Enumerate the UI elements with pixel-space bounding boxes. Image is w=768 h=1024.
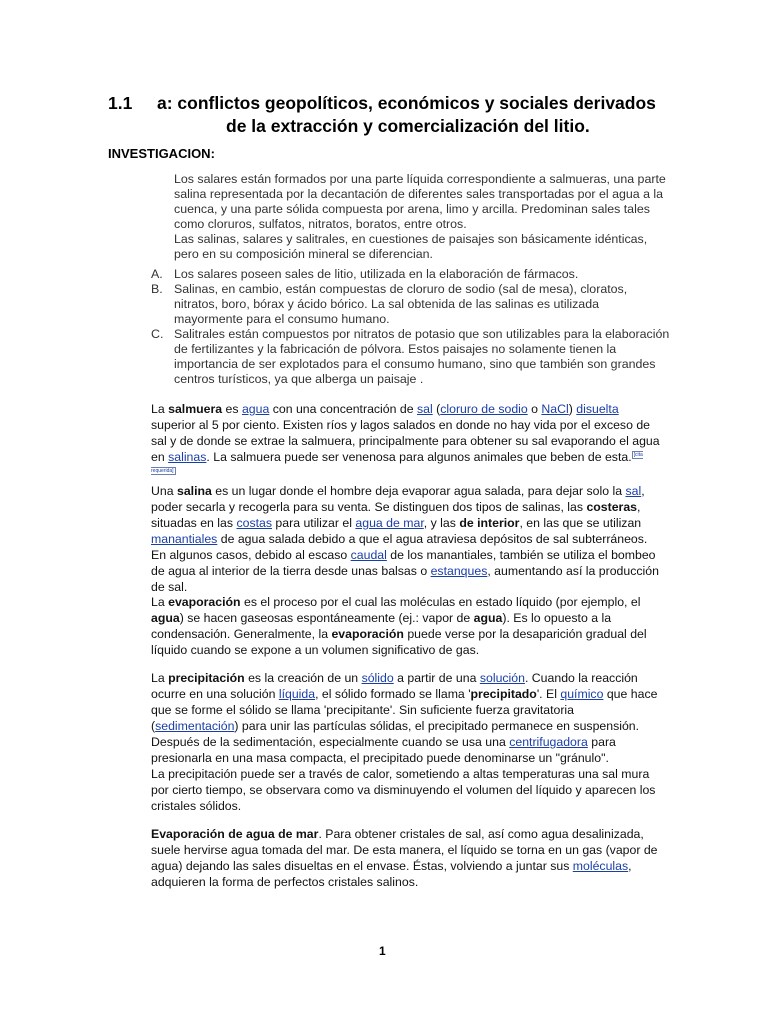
term-evaporacion: evaporación xyxy=(168,595,241,609)
investigation-subheading: INVESTIGACION: xyxy=(108,146,215,161)
link-disuelta[interactable]: disuelta xyxy=(576,402,619,416)
text-run: '. El xyxy=(536,687,561,701)
text-run: o xyxy=(527,402,542,416)
link-salinas[interactable]: salinas xyxy=(168,450,207,464)
link-quimico[interactable]: químico xyxy=(560,687,604,701)
intro-paragraph-2: Las salinas, salares y salitrales, en cuestiones de paisajes son básicamente idénticas, pero en su composición mineral se diferencian. xyxy=(174,232,648,261)
list-item-text: Los salares poseen sales de litio, utilizada en la elaboración de fármacos. xyxy=(174,267,579,281)
text-run: es la creación de un xyxy=(244,671,362,685)
text-run: ) para unir las partículas sólidas, el precipitado permanece en suspensión. Después de la sedimentación, especialmente cuando se usa una xyxy=(151,719,640,749)
link-solido[interactable]: sólido xyxy=(361,671,394,685)
text-run: , aumentando así la producción de sal. xyxy=(151,564,659,594)
list-item-text: Salinas, en cambio, están compuestas de cloruro de sodio (sal de mesa), cloratos, nitratos, boro, bórax y ácido bórico. La sal obtenida de las salinas es utilizada mayormente para el consumo humano. xyxy=(174,282,628,326)
text-run: . La salmuera puede ser venenosa para algunos animales que beben de esta. xyxy=(206,450,632,464)
text-run: , el sólido formado se llama ' xyxy=(315,687,471,701)
term-de-interior: de interior xyxy=(459,516,520,530)
list-marker: C. xyxy=(151,327,164,341)
text-run: , adquieren la forma de perfectos cristales salinos. xyxy=(151,859,632,889)
term-salmuera: salmuera xyxy=(168,402,223,416)
text-run: que hace que se forme el sólido se llama 'precipitante'. Sin suficiente fuerza gravitatoria ( xyxy=(151,687,658,733)
term-agua: agua xyxy=(473,611,503,625)
term-evaporacion-agua-mar: Evaporación de agua de mar xyxy=(151,827,319,841)
term-agua: agua xyxy=(151,611,180,625)
text-run: superior al 5 por ciento. Existen ríos y lagos salados en donde no hay vida por el exceso de sal y de donde se extrae la salmuera, principalmente para obtener su sal evaporando el agua en xyxy=(151,418,660,464)
salmuera-paragraph xyxy=(151,401,661,481)
intro-paragraph-1: Los salares están formados por una parte líquida correspondiente a salmueras, una parte salina representada por la decantación de diferentes sales transportadas por el agua a la cuenca, y una parte sólida compuesta por arena, limo y arcilla. Predominan sales tales como cloruros, sulfatos, nitratos, boratos, entre otros. xyxy=(174,172,666,231)
precipitacion-paragraph xyxy=(151,670,661,814)
text-run: ) xyxy=(568,402,577,416)
citation-needed-tag[interactable]: [cita requerida] xyxy=(151,451,643,474)
text-run: con una concentración de xyxy=(269,402,417,416)
link-liquida[interactable]: líquida xyxy=(278,687,316,701)
text-run: de agua salada debido a que el agua atraviesa depósitos de sal subterráneos. En algunos casos, debido al escaso xyxy=(151,532,648,562)
list-item xyxy=(151,267,671,282)
text-run: ) se hacen gaseosas espontáneamente (ej.: vapor de xyxy=(179,611,474,625)
term-precipitado: precipitado xyxy=(470,687,537,701)
text-run: para utilizar el xyxy=(272,516,356,530)
text-run: La xyxy=(151,671,169,685)
salina-text xyxy=(151,483,661,595)
text-run: es un lugar donde el hombre deja evaporar agua salada, para dejar solo la xyxy=(211,484,626,498)
link-costas[interactable]: costas xyxy=(236,516,272,530)
text-run: , y las xyxy=(423,516,460,530)
section-number: 1.1 xyxy=(108,93,133,113)
intro-block xyxy=(174,172,674,262)
text-run: La xyxy=(151,595,169,609)
link-cloruro-de-sodio[interactable]: cloruro de sodio xyxy=(440,402,528,416)
evaporacion-text xyxy=(151,594,661,658)
term-precipitacion: precipitación xyxy=(168,671,245,685)
salina-paragraph xyxy=(151,483,661,595)
link-nacl[interactable]: NaCl xyxy=(541,402,569,416)
link-solucion[interactable]: solución xyxy=(479,671,525,685)
term-salina: salina xyxy=(176,484,212,498)
text-run: puede verse por la desaparición gradual del líquido cuando se expone a un volumen significativo de gas. xyxy=(151,627,647,657)
text-run: , en las que se utilizan xyxy=(519,516,642,530)
text-run: ( xyxy=(432,402,441,416)
link-moleculas[interactable]: moléculas xyxy=(572,859,629,873)
text-run: es xyxy=(222,402,242,416)
list-item-text: Salitrales están compuestos por nitratos de potasio que son utilizables para la elaboración de fertilizantes y la fabricación de pólvora. Estos paisajes no solamente tienen la importancia de ser explotados para el consumo humano, sino que también son grandes centros turísticos, ya que alberga un paisaje . xyxy=(174,327,670,386)
salmuera-text xyxy=(151,401,661,481)
link-sedimentacion[interactable]: sedimentación xyxy=(155,719,235,733)
list-item xyxy=(151,327,671,387)
precipitacion-text-2: La precipitación puede ser a través de calor, sometiendo a altas temperaturas una sal mura por cierto tiempo, se observara como va disminuyendo el volumen del líquido y aparecen los cristales sólidos. xyxy=(151,767,656,813)
heading-line-1: a: conflictos geopolíticos, económicos y sociales derivados xyxy=(157,93,656,113)
link-centrifugadora[interactable]: centrifugadora xyxy=(509,735,588,749)
link-sal[interactable]: sal xyxy=(625,484,642,498)
list-marker: B. xyxy=(151,282,163,296)
text-run: ). Es lo opuesto a la condensación. Generalmente, la xyxy=(151,611,612,641)
text-run: , situadas en las xyxy=(151,500,641,530)
link-agua-de-mar[interactable]: agua de mar xyxy=(355,516,424,530)
list-item xyxy=(151,282,671,327)
link-manantiales[interactable]: manantiales xyxy=(151,532,218,546)
text-run: . Cuando la reacción ocurre en una solución xyxy=(151,671,638,701)
precipitacion-text xyxy=(151,670,661,766)
text-run: , poder secarla y recogerla para su venta. Se distinguen dos tipos de salinas, las xyxy=(151,484,645,514)
text-run: para presionarla en una masa compacta, el precipitado puede denominarse un "gránulo". xyxy=(151,735,616,765)
term-costeras: costeras xyxy=(586,500,638,514)
agua-mar-paragraph xyxy=(151,826,661,890)
landscape-list xyxy=(151,267,671,387)
text-run: de los manantiales, también se utiliza el bombeo de agua al interior de la tierra desde unas balsas o xyxy=(151,548,656,578)
agua-mar-text xyxy=(151,826,661,890)
link-estanques[interactable]: estanques xyxy=(430,564,488,578)
link-agua[interactable]: agua xyxy=(241,402,270,416)
text-run: . Para obtener cristales de sal, así como agua desalinizada, suele hervirse agua tomada del mar. De esta manera, el líquido se torna en un gas (vapor de agua) dejando las sales disueltas en el envase. Éstas, volviendo a juntar sus xyxy=(151,827,658,873)
text-run: Una xyxy=(151,484,177,498)
link-sal[interactable]: sal xyxy=(416,402,433,416)
text-run: a partir de una xyxy=(393,671,480,685)
page-number: 1 xyxy=(379,944,386,958)
list-marker: A. xyxy=(151,267,163,281)
link-caudal[interactable]: caudal xyxy=(350,548,387,562)
evaporacion-paragraph xyxy=(151,594,661,658)
term-evaporacion: evaporación xyxy=(331,627,404,641)
text-run: es el proceso por el cual las moléculas en estado líquido (por ejemplo, el xyxy=(240,595,641,609)
text-run: La xyxy=(151,402,169,416)
heading-line-2: de la extracción y comercialización del litio. xyxy=(226,116,590,136)
